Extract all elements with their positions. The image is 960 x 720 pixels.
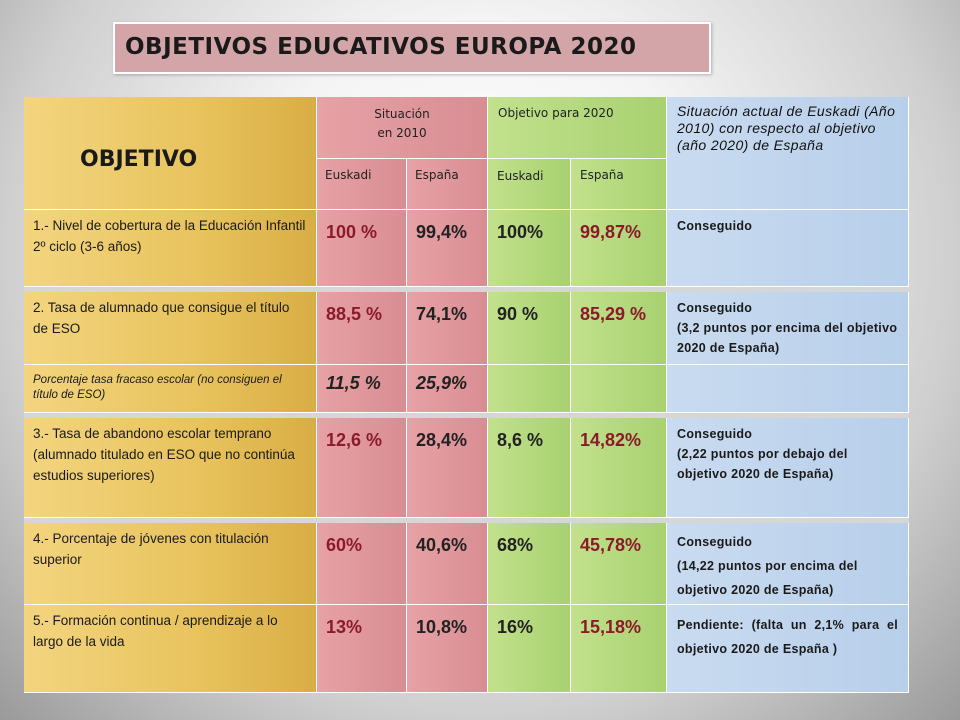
row-3-obj-euskadi-value: 8,6 % [497, 430, 544, 450]
row-4-label-text: 4.- Porcentaje de jóvenes con titulación superior [33, 531, 269, 567]
header-situacion-line2: en 2010 [377, 126, 427, 140]
row-3-sit-espana [407, 418, 488, 518]
header-col-euskadi-1 [317, 159, 407, 210]
row-5-label [24, 605, 317, 693]
row-3-status-detail: (2,22 puntos por debajo del objetivo 2020 de España) [677, 447, 848, 481]
row-2b-sit-euskadi [317, 365, 407, 413]
header-col-euskadi-1-label: Euskadi [325, 168, 372, 182]
row-4-sit-espana-value: 40,6% [416, 535, 468, 555]
header-col-espana-2 [571, 159, 667, 210]
row-2b-sit-espana [407, 365, 488, 413]
row-2-label [24, 292, 317, 365]
row-3-obj-espana [571, 418, 667, 518]
row-2-status-title: Conseguido [677, 301, 753, 315]
row-1-sit-espana-value: 99,4% [416, 222, 468, 242]
row-2-label-text: 2. Tasa de alumnado que consigue el título de ESO [33, 300, 290, 336]
header-objetivo [24, 97, 317, 210]
row-2-obj-espana [571, 292, 667, 365]
header-col-euskadi-2 [488, 159, 571, 210]
row-2-status [667, 292, 909, 365]
row-3-label [24, 418, 317, 518]
row-2b-sit-espana-value: 25,9% [416, 373, 468, 393]
row-2b-label [24, 365, 317, 413]
header-objetivo-label: OBJETIVO [80, 147, 198, 172]
row-4-sit-euskadi-value: 60% [326, 535, 363, 555]
row-4-status-title: Conseguido [677, 535, 753, 549]
header-situacion-actual [667, 97, 909, 210]
row-2-obj-euskadi-value: 90 % [497, 304, 539, 324]
row-2-status-detail: (3,2 puntos por encima del objetivo 2020 de España) [677, 321, 898, 355]
row-4-label [24, 523, 317, 605]
row-1-sit-espana [407, 210, 488, 287]
row-2b-obj-espana [571, 365, 667, 413]
row-3-sit-euskadi-value: 12,6 % [326, 430, 383, 450]
row-1-obj-euskadi-value: 100% [497, 222, 544, 242]
row-4-obj-espana [571, 523, 667, 605]
row-4-obj-euskadi-value: 68% [497, 535, 534, 555]
row-1-label-text: 1.- Nivel de cobertura de la Educación Infantil 2º ciclo (3-6 años) [33, 218, 306, 254]
row-3-obj-euskadi [488, 418, 571, 518]
row-2-obj-euskadi [488, 292, 571, 365]
row-1-obj-espana-value: 99,87% [580, 222, 642, 242]
header-situacion-line1: Situación [374, 107, 430, 121]
row-5-sit-espana-value: 10,8% [416, 617, 468, 637]
title-banner [113, 22, 711, 74]
row-2b-obj-euskadi [488, 365, 571, 413]
row-5-obj-espana [571, 605, 667, 693]
row-2b-sit-euskadi-value: 11,5 % [326, 373, 381, 393]
page-title: OBJETIVOS EDUCATIVOS EUROPA 2020 [125, 34, 637, 60]
row-2-obj-espana-value: 85,29 % [580, 304, 647, 324]
row-5-obj-espana-value: 15,18% [580, 617, 642, 637]
header-objetivo-2020-label: Objetivo para 2020 [498, 106, 614, 120]
row-2b-label-text: Porcentaje tasa fracaso escolar (no consiguen el título de ESO) [33, 374, 282, 401]
row-3-sit-espana-value: 28,4% [416, 430, 468, 450]
header-col-espana-1 [407, 159, 488, 210]
row-3-status [667, 418, 909, 518]
header-situacion-actual-label: Situación actual de Euskadi (Año 2010) con respecto al objetivo (año 2020) de España [677, 103, 896, 153]
row-5-obj-euskadi [488, 605, 571, 693]
row-2b-status [667, 365, 909, 413]
row-5-status-title: Pendiente: [677, 618, 744, 632]
row-1-sit-euskadi [317, 210, 407, 287]
row-5-sit-espana [407, 605, 488, 693]
row-4-status-detail: (14,22 puntos por encima del objetivo 2020 de España) [677, 559, 858, 597]
row-1-status-title: Conseguido [677, 219, 753, 233]
header-situacion [317, 97, 488, 159]
row-3-obj-espana-value: 14,82% [580, 430, 642, 450]
row-1-label [24, 210, 317, 287]
row-1-obj-espana [571, 210, 667, 287]
row-3-status-title: Conseguido [677, 427, 753, 441]
row-4-sit-euskadi [317, 523, 407, 605]
row-1-obj-euskadi [488, 210, 571, 287]
row-5-status [667, 605, 909, 693]
row-2-sit-espana-value: 74,1% [416, 304, 468, 324]
row-5-label-text: 5.- Formación continua / aprendizaje a lo largo de la vida [33, 613, 278, 649]
row-5-sit-euskadi-value: 13% [326, 617, 363, 637]
row-1-status [667, 210, 909, 287]
row-5-sit-euskadi [317, 605, 407, 693]
row-4-sit-espana [407, 523, 488, 605]
row-4-obj-euskadi [488, 523, 571, 605]
row-1-sit-euskadi-value: 100 % [326, 222, 378, 242]
row-2-sit-euskadi [317, 292, 407, 365]
header-objetivo-2020 [488, 97, 667, 159]
header-col-euskadi-2-label: Euskadi [497, 169, 544, 183]
header-col-espana-2-label: España [580, 168, 624, 182]
row-5-obj-euskadi-value: 16% [497, 617, 534, 637]
row-2-sit-espana [407, 292, 488, 365]
row-4-status [667, 523, 909, 605]
row-3-sit-euskadi [317, 418, 407, 518]
row-2-sit-euskadi-value: 88,5 % [326, 304, 383, 324]
row-5-status-detail: (falta un 2,1% para el objetivo 2020 de España ) [677, 618, 898, 656]
row-4-obj-espana-value: 45,78% [580, 535, 642, 555]
row-3-label-text: 3.- Tasa de abandono escolar temprano (alumnado titulado en ESO que no continúa estudios superiores) [33, 426, 295, 483]
header-col-espana-1-label: España [415, 168, 459, 182]
